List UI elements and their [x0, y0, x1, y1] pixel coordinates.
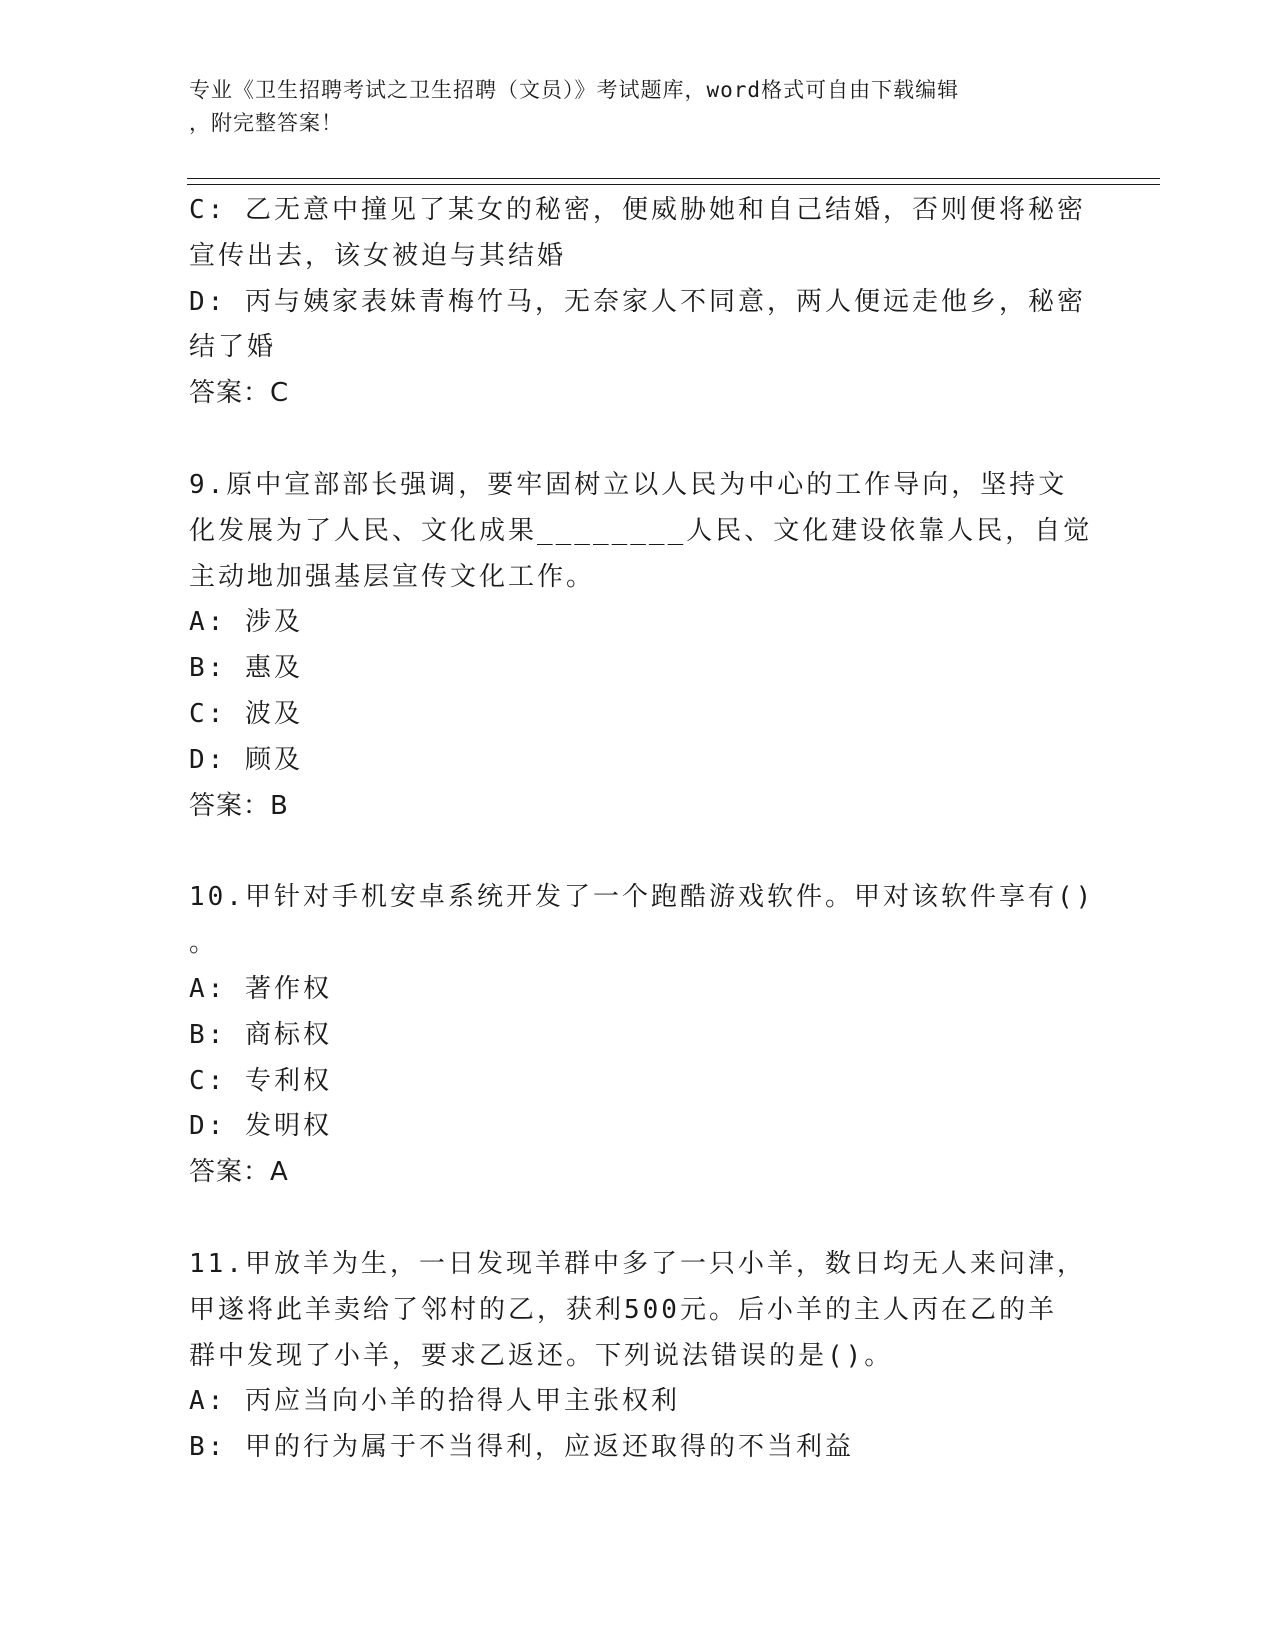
question-content: [189, 188, 1095, 1471]
header-line-2: ，附完整答案！: [189, 111, 343, 135]
header-line-1: 专业《卫生招聘考试之卫生招聘（文员）》考试题库，word格式可自由下载编辑: [189, 78, 960, 102]
option-b: B: 甲的行为属于不当得利，应返还取得的不当利益: [189, 1432, 854, 1463]
option-c: C: 专利权: [189, 1065, 332, 1096]
option-c-line-2: 宣传出去，该女被迫与其结婚: [189, 240, 567, 271]
question-11-stem-line-3: 群中发现了小羊，要求乙返还。下列说法错误的是()。: [189, 1340, 894, 1371]
header-divider-top: [187, 178, 1160, 179]
question-11-stem-line-1: 11.甲放羊为生，一日发现羊群中多了一只小羊，数日均无人来问津，: [189, 1248, 1086, 1279]
question-10-stem-line-2: 。: [189, 928, 219, 959]
spacer: [189, 829, 1089, 875]
option-d: D: 顾及: [189, 744, 303, 775]
spacer: [189, 417, 1089, 463]
answer-8: 答案：C: [189, 378, 290, 409]
question-9-stem-line-1: 9.原中宣部部长强调，要牢固树立以人民为中心的工作导向，坚持文: [189, 469, 1068, 500]
answer-10: 答案：A: [189, 1157, 289, 1188]
option-a: A: 涉及: [189, 607, 303, 638]
question-11-stem-line-2: 甲遂将此羊卖给了邻村的乙，获利500元。后小羊的主人丙在乙的羊: [189, 1294, 1057, 1325]
option-b: B: 商标权: [189, 1019, 332, 1050]
question-10: [189, 875, 1095, 1196]
question-9: [189, 463, 1093, 829]
question-9-stem-line-2: 化发展为了人民、文化成果________人民、文化建设依靠人民，自觉: [189, 515, 1093, 546]
question-11: [189, 1242, 1089, 1471]
spacer: [189, 1196, 1089, 1242]
option-a: A: 著作权: [189, 973, 332, 1004]
option-d-line-1: D: 丙与姨家表妹青梅竹马，无奈家人不同意，两人便远走他乡，秘密: [189, 286, 1086, 317]
option-a: A: 丙应当向小羊的拾得人甲主张权利: [189, 1386, 680, 1417]
question-10-stem-line-1: 10.甲针对手机安卓系统开发了一个跑酷游戏软件。甲对该软件享有(): [189, 882, 1095, 913]
option-d-line-2: 结了婚: [189, 332, 277, 363]
answer-9: 答案：B: [189, 790, 289, 821]
option-d: D: 发明权: [189, 1111, 332, 1142]
header-divider-bottom: [187, 184, 1160, 185]
option-b: B: 惠及: [189, 653, 303, 684]
option-c: C: 波及: [189, 698, 303, 729]
option-c-line-1: C: 乙无意中撞见了某女的秘密，便威胁她和自己结婚，否则便将秘密: [189, 195, 1086, 225]
document-header: [189, 74, 1089, 140]
question-9-stem-line-3: 主动地加强基层宣传文化工作。: [189, 561, 596, 592]
question-8: [189, 188, 1089, 417]
